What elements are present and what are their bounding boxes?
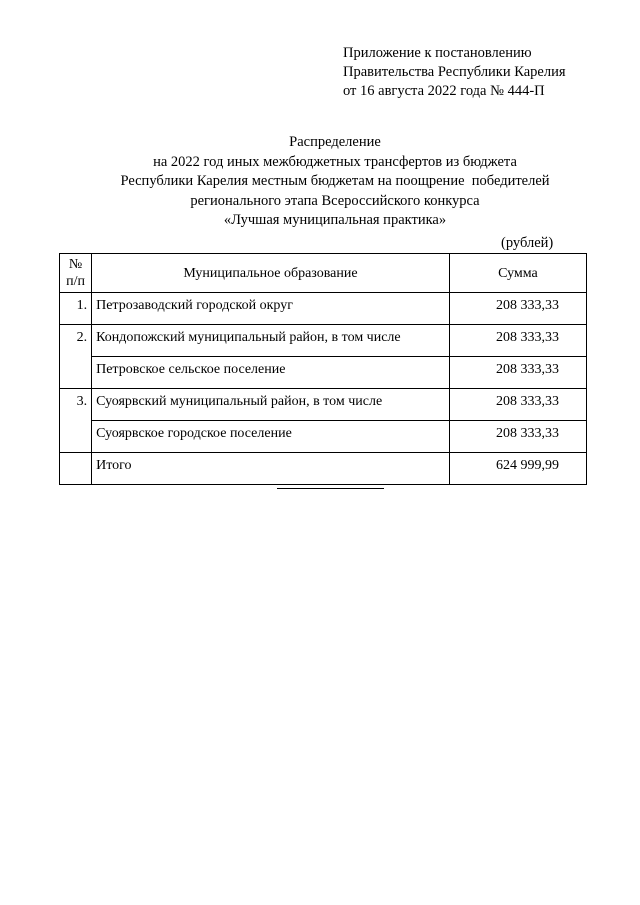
header-num-line-1: № bbox=[68, 257, 83, 272]
appendix-line-1: Приложение к постановлению bbox=[343, 45, 532, 61]
header-num-line-2: п/п bbox=[66, 274, 85, 289]
title-line-4: регионального этапа Всероссийского конкурса bbox=[190, 192, 480, 209]
appendix-header bbox=[343, 44, 566, 101]
row-name: Петрозаводский городской округ bbox=[92, 293, 450, 325]
row-name: Суоярвский муниципальный район, в том числе bbox=[92, 389, 450, 421]
document-title bbox=[0, 133, 640, 231]
header-name: Муниципальное образование bbox=[92, 254, 450, 293]
table-row bbox=[60, 325, 587, 357]
total-sum: 624 999,99 bbox=[449, 453, 586, 485]
table-total-row bbox=[60, 453, 587, 485]
table-row bbox=[60, 293, 587, 325]
row-name: Петровское сельское поселение bbox=[92, 357, 450, 389]
row-sum: 208 333,33 bbox=[449, 325, 586, 357]
units-label: (рублей) bbox=[501, 235, 554, 251]
row-sum: 208 333,33 bbox=[449, 357, 586, 389]
closing-rule bbox=[277, 488, 384, 489]
row-num: 3. bbox=[60, 389, 92, 453]
distribution-table bbox=[59, 253, 587, 485]
row-num bbox=[60, 453, 92, 485]
header-sum: Сумма bbox=[449, 254, 586, 293]
title-line-5: «Лучшая муниципальная практика» bbox=[223, 212, 447, 228]
total-label: Итого bbox=[92, 453, 450, 485]
row-num: 2. bbox=[60, 325, 92, 389]
header-num bbox=[60, 254, 92, 293]
title-line-2: на 2022 год иных межбюджетных трансфертов из бюджета bbox=[153, 153, 517, 170]
table-row bbox=[60, 389, 587, 421]
title-line-1: Распределение bbox=[289, 134, 381, 150]
row-sum: 208 333,33 bbox=[449, 293, 586, 325]
row-name: Суоярвское городское поселение bbox=[92, 421, 450, 453]
title-line-3: Республики Карелия местным бюджетам на поощрение победителей bbox=[120, 173, 550, 189]
appendix-line-2: Правительства Республики Карелия bbox=[343, 64, 566, 80]
table-header-row bbox=[60, 254, 587, 293]
row-sum: 208 333,33 bbox=[449, 421, 586, 453]
row-name: Кондопожский муниципальный район, в том числе bbox=[92, 325, 450, 357]
row-num: 1. bbox=[60, 293, 92, 325]
appendix-line-3: от 16 августа 2022 года № 444-П bbox=[343, 83, 545, 99]
table-row bbox=[60, 421, 587, 453]
row-sum: 208 333,33 bbox=[449, 389, 586, 421]
table-row bbox=[60, 357, 587, 389]
